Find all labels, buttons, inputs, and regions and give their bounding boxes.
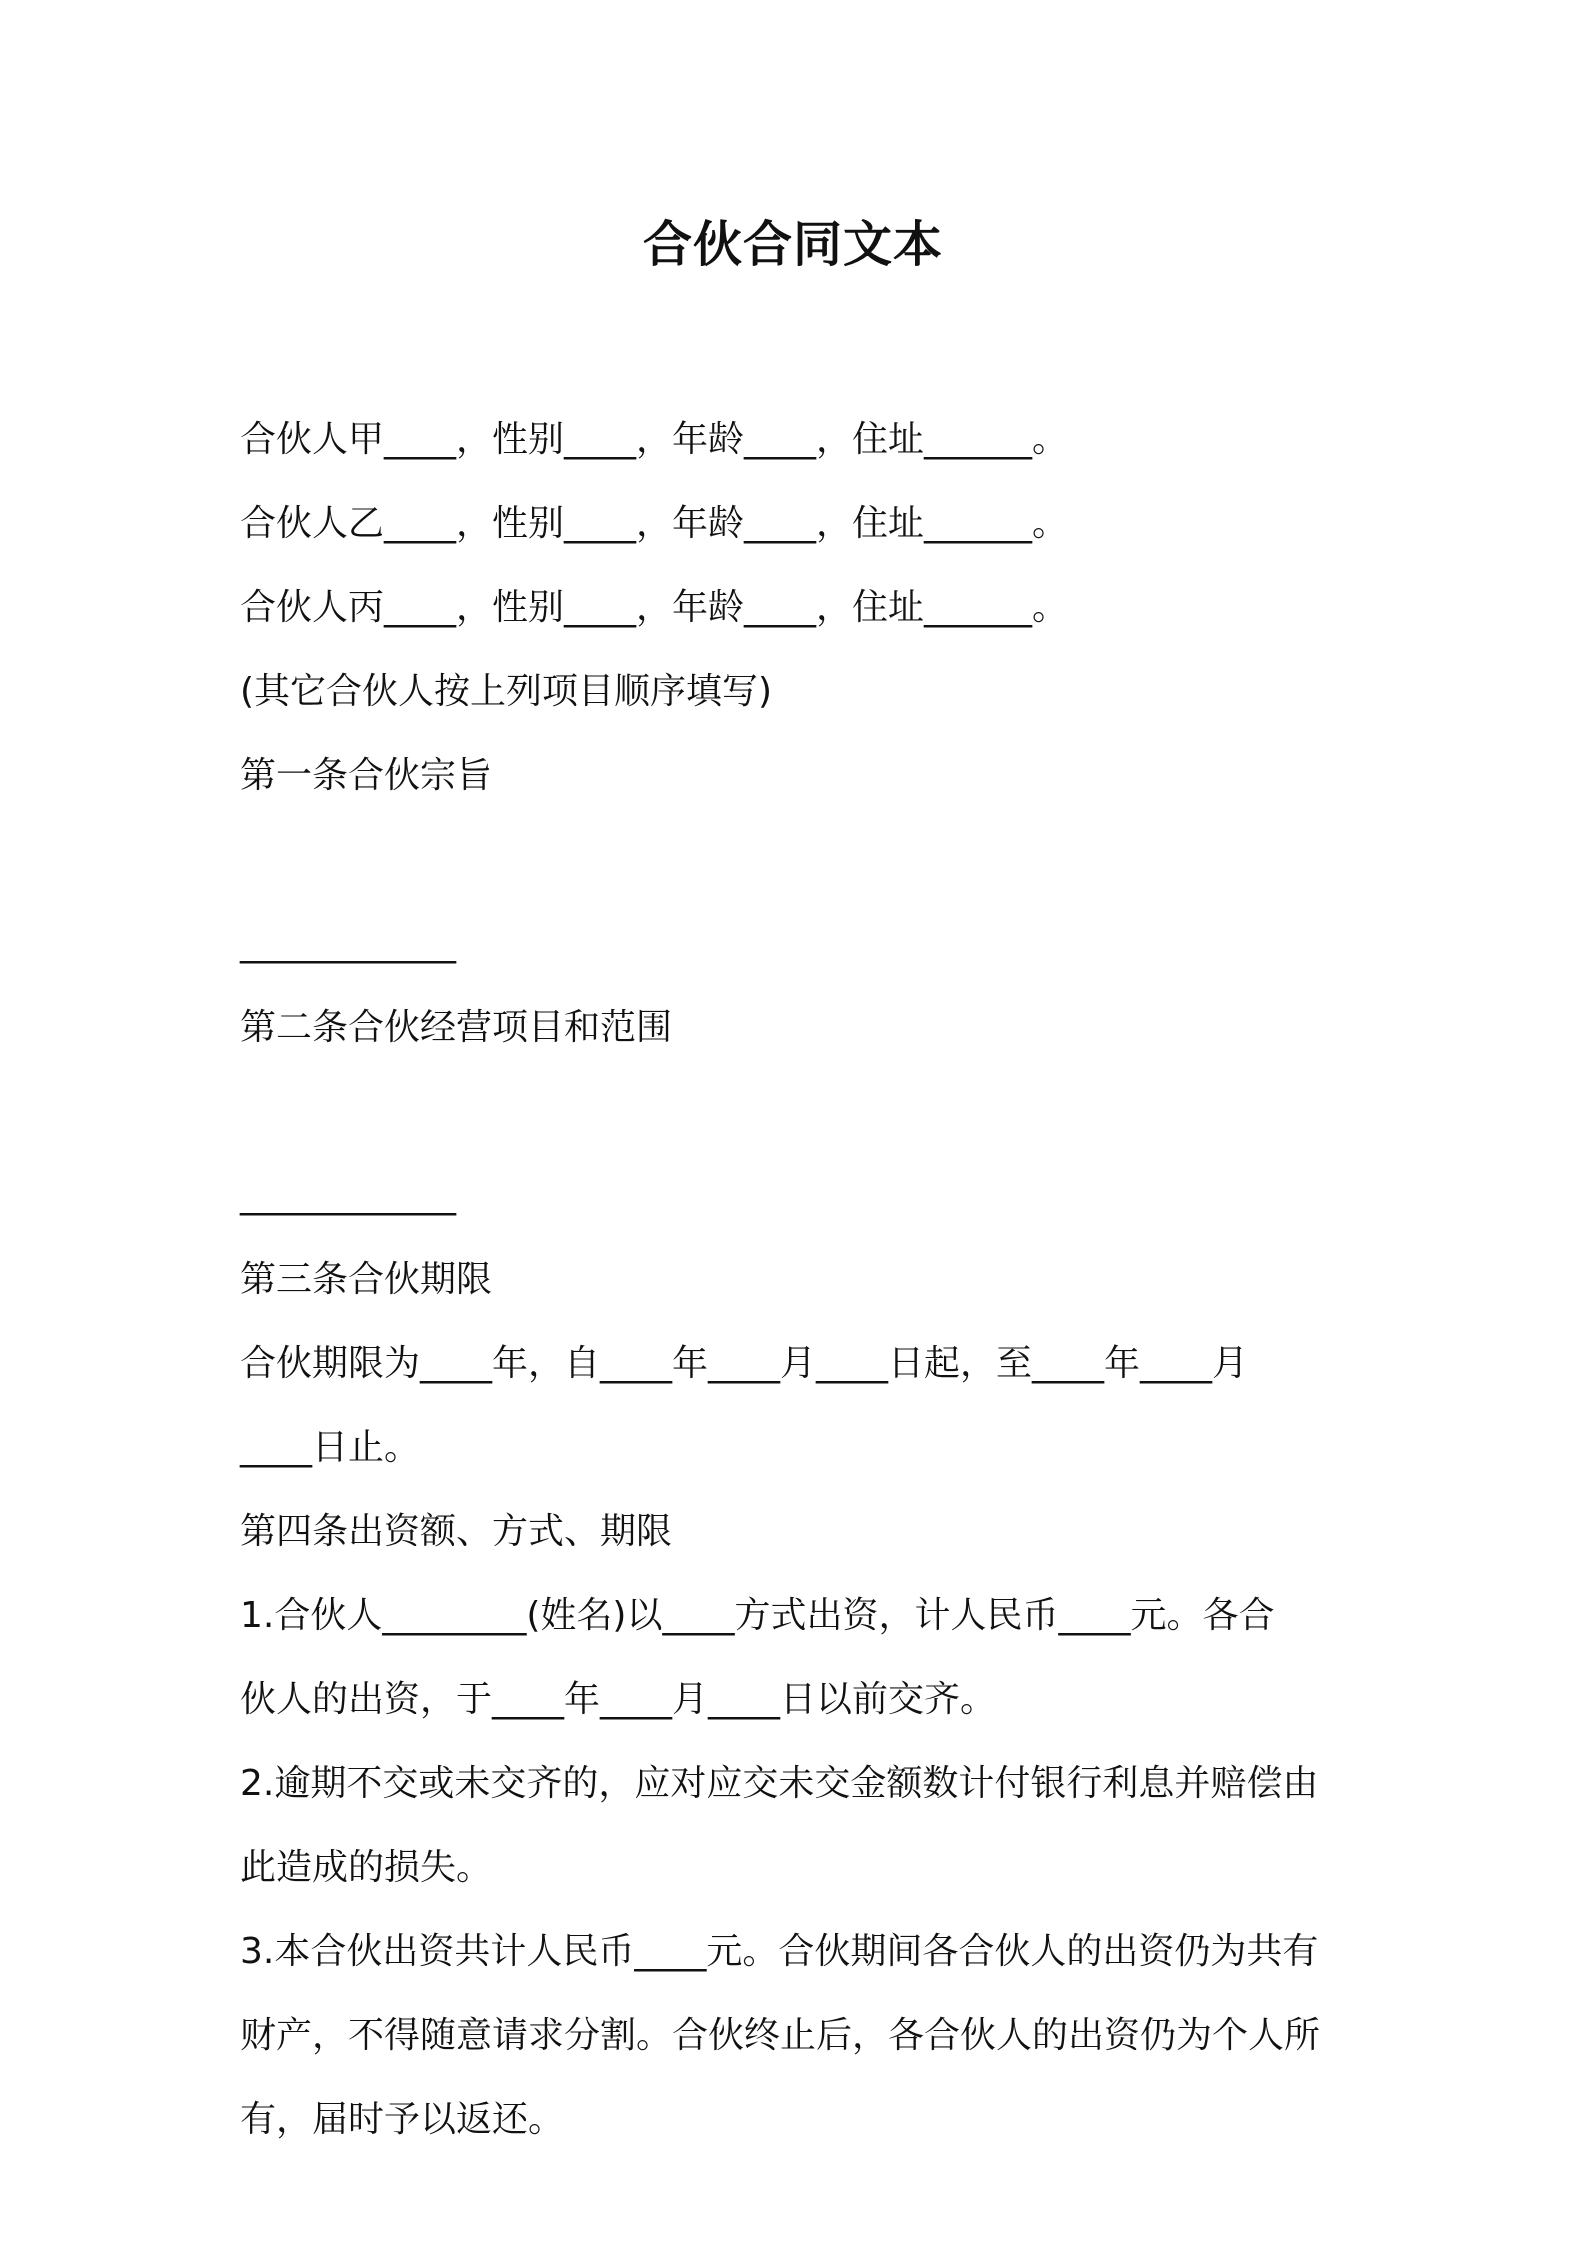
article-1-blank: ____________	[240, 923, 456, 964]
partner-a-line: 合伙人甲____，性别____，年龄____，住址______。	[240, 419, 1069, 460]
article-3-heading: 第三条合伙期限	[240, 1259, 493, 1300]
blank-spacer	[240, 1070, 1360, 1154]
article-4-clause-2-line-1: 2.逾期不交或未交齐的，应对应交未交金额数计付银行利息并赔偿由	[240, 1763, 1319, 1804]
article-4-clause-1-line-2: 伙人的出资，于____年____月____日以前交齐。	[240, 1679, 997, 1720]
article-2-blank: ____________	[240, 1175, 456, 1216]
article-4-clause-2-line-2: 此造成的损失。	[240, 1847, 493, 1888]
article-4-heading: 第四条出资额、方式、期限	[240, 1511, 673, 1552]
blank-spacer	[240, 818, 1360, 902]
document-body	[240, 398, 1360, 2162]
partner-c-line: 合伙人丙____，性别____，年龄____，住址______。	[240, 587, 1069, 628]
article-4-clause-1-line-1: 1.合伙人________(姓名)以____方式出资，计人民币____元。各合	[240, 1595, 1275, 1636]
article-4-clause-3-line-3: 有，届时予以返还。	[240, 2099, 565, 2140]
article-1-heading: 第一条合伙宗旨	[240, 755, 493, 796]
document-title: 合伙合同文本	[642, 216, 943, 273]
other-partners-note: (其它合伙人按上列项目顺序填写)	[240, 671, 773, 712]
article-3-term-line-2: ____日止。	[240, 1427, 421, 1468]
article-4-clause-3-line-2: 财产，不得随意请求分割。合伙终止后，各合伙人的出资仍为个人所	[240, 2015, 1321, 2056]
article-3-term-line-1: 合伙期限为____年，自____年____月____日起，至____年____月	[240, 1343, 1249, 1384]
article-4-clause-3-line-1: 3.本合伙出资共计人民币____元。合伙期间各合伙人的出资仍为共有	[240, 1931, 1319, 1972]
partner-b-line: 合伙人乙____，性别____，年龄____，住址______。	[240, 503, 1069, 544]
article-2-heading: 第二条合伙经营项目和范围	[240, 1007, 673, 1048]
